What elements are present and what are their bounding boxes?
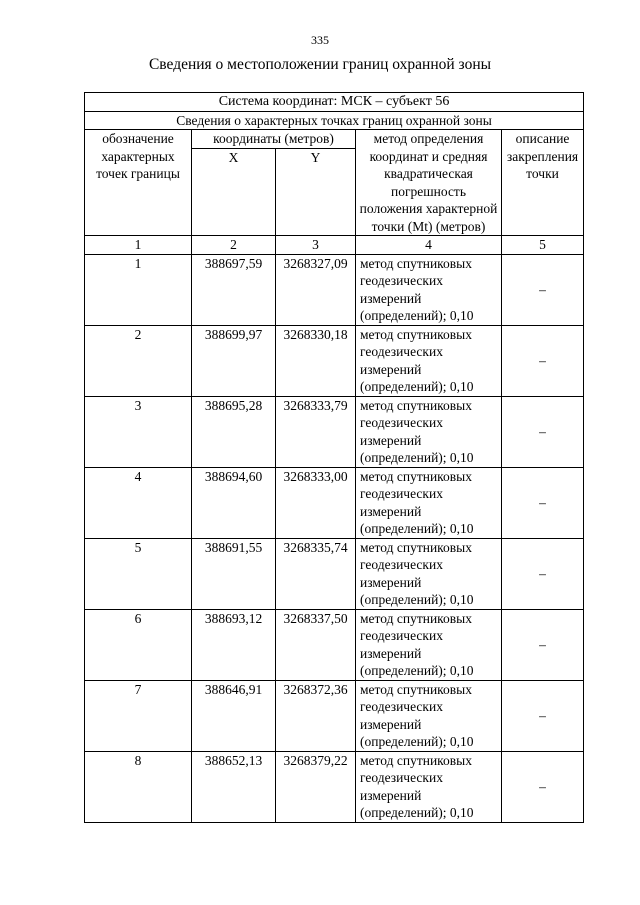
header-fixing: описание закрепления точки xyxy=(502,130,584,236)
y-cell: 3268333,00 xyxy=(276,467,356,538)
fixing-cell: – xyxy=(502,396,584,467)
method-cell: метод спутниковых геодезических измерений (определений); 0,10 xyxy=(356,467,502,538)
point-cell: 8 xyxy=(85,751,192,822)
column-number: 1 xyxy=(85,236,192,255)
table-row xyxy=(85,467,584,538)
column-number: 4 xyxy=(356,236,502,255)
x-cell: 388646,91 xyxy=(192,680,276,751)
table-row xyxy=(85,254,584,325)
y-cell: 3268333,79 xyxy=(276,396,356,467)
header-method: метод определения координат и средняя квадратическая погрешность положения характерной точки (Mt) (метров) xyxy=(356,130,502,236)
fixing-cell: – xyxy=(502,680,584,751)
table-row xyxy=(85,751,584,822)
point-cell: 4 xyxy=(85,467,192,538)
info-header-row xyxy=(85,111,584,130)
table-row xyxy=(85,680,584,751)
x-cell: 388691,55 xyxy=(192,538,276,609)
points-info-header: Сведения о характерных точках границ охранной зоны xyxy=(85,111,584,130)
point-cell: 1 xyxy=(85,254,192,325)
column-number: 5 xyxy=(502,236,584,255)
column-number: 3 xyxy=(276,236,356,255)
y-cell: 3268335,74 xyxy=(276,538,356,609)
method-cell: метод спутниковых геодезических измерений (определений); 0,10 xyxy=(356,751,502,822)
y-cell: 3268330,18 xyxy=(276,325,356,396)
y-cell: 3268337,50 xyxy=(276,609,356,680)
point-cell: 6 xyxy=(85,609,192,680)
table-row xyxy=(85,325,584,396)
x-cell: 388695,28 xyxy=(192,396,276,467)
fixing-cell: – xyxy=(502,254,584,325)
method-cell: метод спутниковых геодезических измерений (определений); 0,10 xyxy=(356,538,502,609)
fixing-cell: – xyxy=(502,609,584,680)
table-row xyxy=(85,538,584,609)
method-cell: метод спутниковых геодезических измерений (определений); 0,10 xyxy=(356,609,502,680)
x-cell: 388699,97 xyxy=(192,325,276,396)
point-cell: 7 xyxy=(85,680,192,751)
coordinate-system-header: Система координат: МСК – субъект 56 xyxy=(85,93,584,112)
fixing-cell: – xyxy=(502,325,584,396)
fixing-cell: – xyxy=(502,751,584,822)
y-cell: 3268327,09 xyxy=(276,254,356,325)
page-number: 335 xyxy=(311,33,329,47)
header-y: Y xyxy=(276,148,356,236)
fixing-cell: – xyxy=(502,538,584,609)
header-coordinates: координаты (метров) xyxy=(192,130,356,149)
x-cell: 388697,59 xyxy=(192,254,276,325)
point-cell: 3 xyxy=(85,396,192,467)
header-point-designation: обозначение характерных точек границы xyxy=(85,130,192,236)
coordinates-table xyxy=(84,92,584,823)
method-cell: метод спутниковых геодезических измерений (определений); 0,10 xyxy=(356,680,502,751)
y-cell: 3268372,36 xyxy=(276,680,356,751)
method-cell: метод спутниковых геодезических измерений (определений); 0,10 xyxy=(356,254,502,325)
x-cell: 388694,60 xyxy=(192,467,276,538)
column-header-row xyxy=(85,130,584,149)
point-cell: 5 xyxy=(85,538,192,609)
document-title: Сведения о местоположении границ охранной зоны xyxy=(148,56,492,73)
table-row xyxy=(85,396,584,467)
header-x: X xyxy=(192,148,276,236)
y-cell: 3268379,22 xyxy=(276,751,356,822)
method-cell: метод спутниковых геодезических измерений (определений); 0,10 xyxy=(356,325,502,396)
column-number-row xyxy=(85,236,584,255)
method-cell: метод спутниковых геодезических измерений (определений); 0,10 xyxy=(356,396,502,467)
column-number: 2 xyxy=(192,236,276,255)
fixing-cell: – xyxy=(502,467,584,538)
point-cell: 2 xyxy=(85,325,192,396)
x-cell: 388693,12 xyxy=(192,609,276,680)
x-cell: 388652,13 xyxy=(192,751,276,822)
table-row xyxy=(85,609,584,680)
coordinate-system-row xyxy=(85,93,584,112)
